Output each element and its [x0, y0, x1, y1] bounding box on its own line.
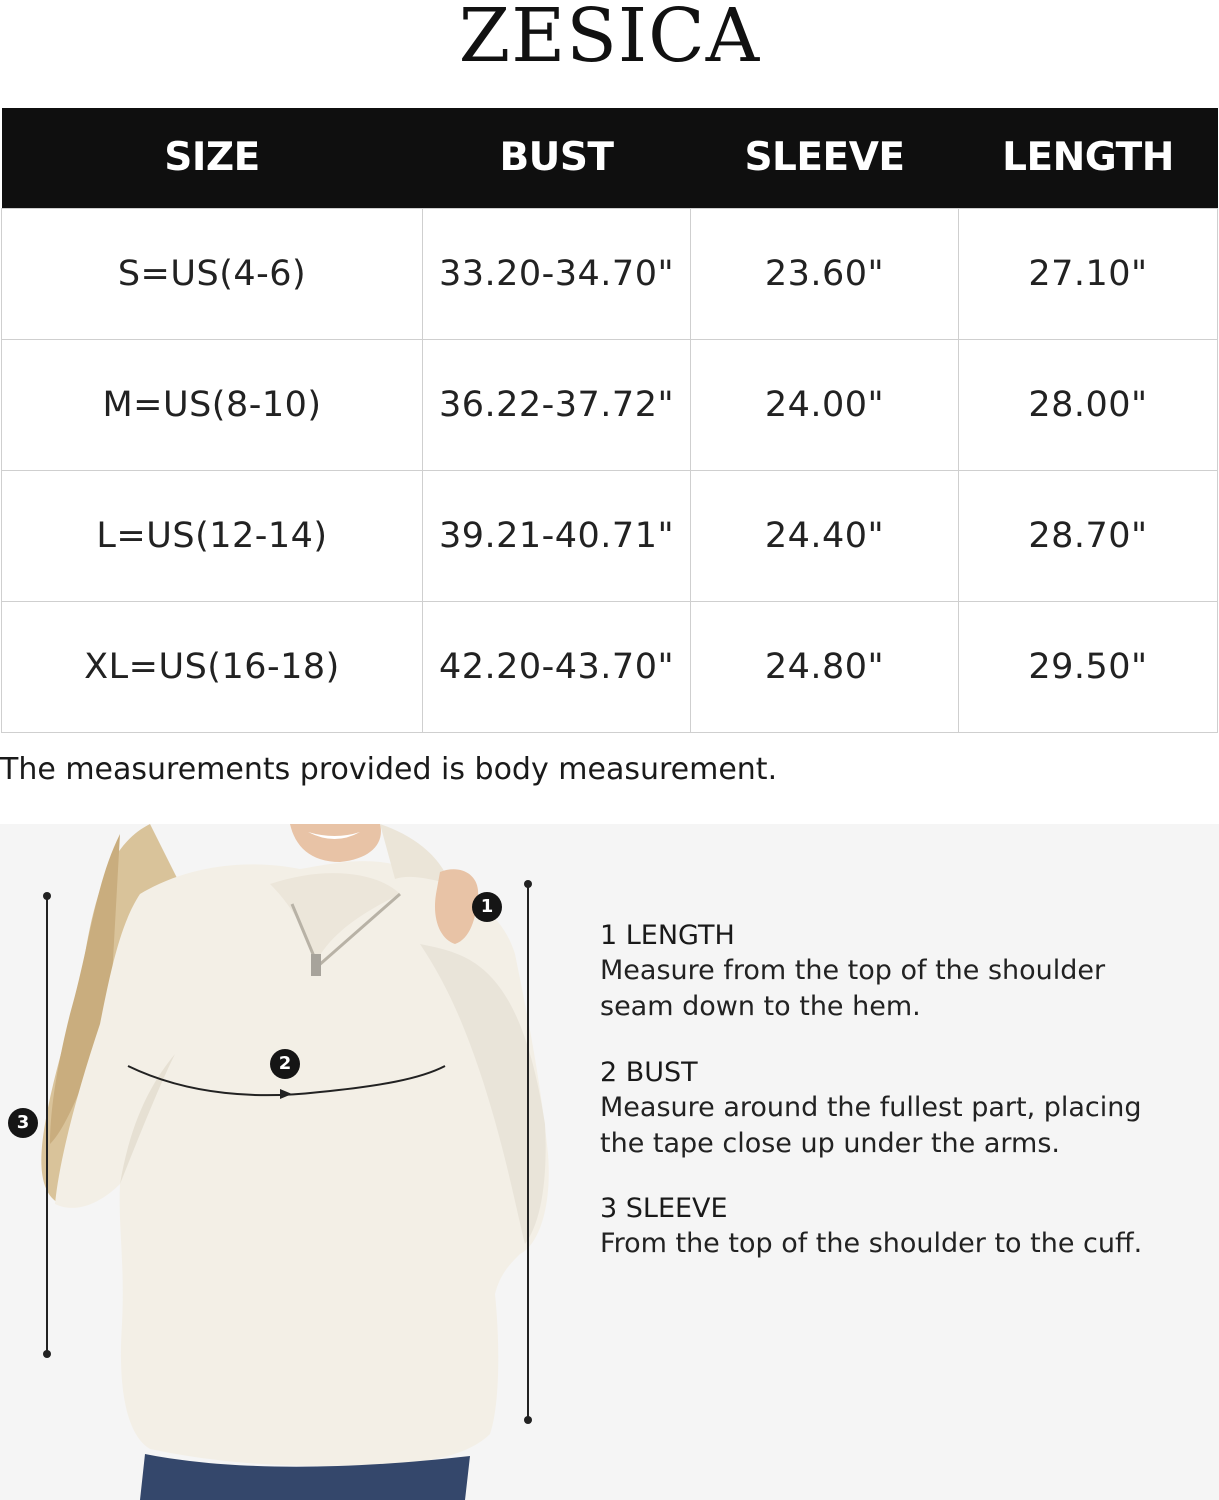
measurement-guide-panel: [0, 824, 1219, 1500]
header-length: LENGTH: [959, 108, 1218, 208]
header-sleeve: SLEEVE: [691, 108, 959, 208]
cell-size: L=US(12-14): [2, 470, 423, 601]
brand-logo: ZESICA: [458, 0, 761, 72]
marker-badge-1: 1: [472, 892, 502, 922]
marker-badge-3: 3: [8, 1108, 38, 1138]
cell-size: XL=US(16-18): [2, 601, 423, 732]
marker-badge-2: 2: [270, 1049, 300, 1079]
cell-sleeve: 24.40": [691, 470, 959, 601]
cell-sleeve: 23.60": [691, 208, 959, 339]
guide-sleeve: [600, 1192, 1180, 1262]
guide-bust: [600, 1056, 1180, 1162]
header-size: SIZE: [2, 108, 423, 208]
cell-bust: 39.21-40.71": [423, 470, 691, 601]
cell-bust: 42.20-43.70": [423, 601, 691, 732]
cell-length: 28.70": [959, 470, 1218, 601]
sweater-shape: [55, 861, 549, 1466]
cell-length: 28.00": [959, 339, 1218, 470]
table-row: [2, 339, 1218, 470]
guide-bust-title: 2 BUST: [600, 1057, 698, 1088]
guide-sleeve-desc: From the top of the shoulder to the cuff.: [600, 1228, 1143, 1259]
cell-size: M=US(8-10): [2, 339, 423, 470]
cell-size: S=US(4-6): [2, 208, 423, 339]
guide-bust-desc: Measure around the fullest part, placing the tape close up under the arms.: [600, 1092, 1142, 1159]
table-row: [2, 470, 1218, 601]
table-row: [2, 601, 1218, 732]
measurement-note: The measurements provided is body measurement.: [0, 752, 778, 787]
cell-bust: 36.22-37.72": [423, 339, 691, 470]
model-sweater-illustration: [0, 824, 560, 1500]
cell-sleeve: 24.00": [691, 339, 959, 470]
header-bust: BUST: [423, 108, 691, 208]
guide-sleeve-title: 3 SLEEVE: [600, 1193, 728, 1224]
cell-length: 27.10": [959, 208, 1218, 339]
guide-length-desc: Measure from the top of the shoulder seam down to the hem.: [600, 955, 1106, 1022]
cell-sleeve: 24.80": [691, 601, 959, 732]
guide-length-title: 1 LENGTH: [600, 920, 735, 951]
table-row: [2, 208, 1218, 339]
cell-bust: 33.20-34.70": [423, 208, 691, 339]
size-chart-table: [1, 108, 1218, 733]
table-header-row: [2, 108, 1218, 208]
cell-length: 29.50": [959, 601, 1218, 732]
guide-length: [600, 919, 1180, 1025]
